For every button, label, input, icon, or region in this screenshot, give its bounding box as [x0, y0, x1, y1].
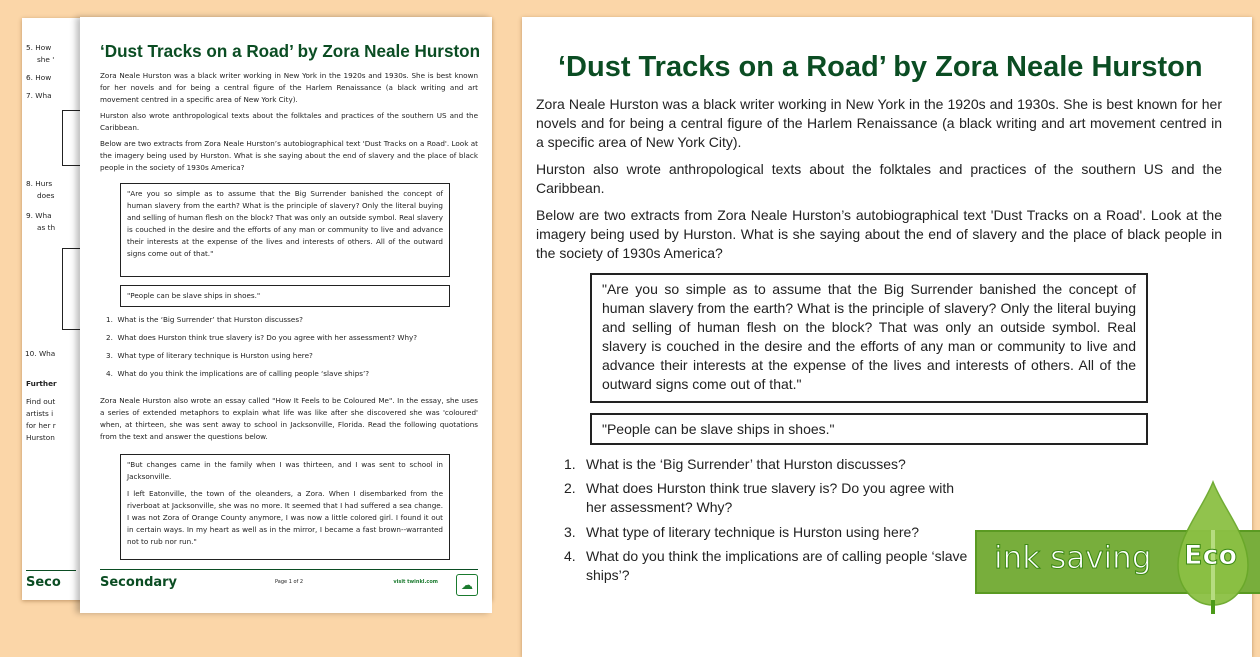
thumb-question-2: 2. What does Hurston think true slavery is? Do you agree with her assessment? Why?	[106, 333, 418, 342]
back-question-6: 6. How	[26, 73, 52, 82]
back-question-5: 5. How she '	[26, 43, 55, 64]
page-title: ‘Dust Tracks on a Road’ by Zora Neale Hurston	[558, 51, 1203, 83]
back-question-7: 7. Wha	[26, 91, 52, 100]
intro-paragraph-1: Zora Neale Hurston was a black writer working in New York in the 1920s and 1930s. She is best known for her novels and for being a central figure of the Harlem Renaissance (a black writing and art movement centred in a specific area of New York City).	[536, 96, 1222, 150]
back-question-10: 10. Wha	[25, 349, 56, 358]
question-3: 3. What type of literary technique is Hurston using here?	[564, 524, 920, 540]
footer-level: Secondary	[100, 575, 178, 590]
question-1: 1. What is the ‘Big Surrender’ that Hurston discusses?	[564, 456, 906, 472]
thumb-intro-3: Below are two extracts from Zora Neale Hurston’s autobiographical text 'Dust Tracks on a Road'. Look at the imagery being used by Hurston. What is she saying about the end of slavery and the place of black people in the society of 1930s America?	[100, 139, 478, 172]
back-footer-rule	[26, 570, 76, 571]
eco-leaf-icon	[1172, 480, 1254, 615]
thumb-intro-2: Hurston also wrote anthropological texts about the folktales and practices of the southern US and the Caribbean.	[100, 111, 478, 132]
back-answer-box	[62, 248, 82, 330]
quote-box-1: "Are you so simple as to assume that the Big Surrender banished the concept of human slavery from the earth? What is the principle of slavery? Only the literal buying and selling of human flesh on the block? That was only an outside symbol. Real slavery is couched in the desire and the efforts of any man or community to live and advance their interests at the expense of the lives and interests of others. All of the outward signs come out of that."	[590, 273, 1148, 403]
back-further-heading: Further	[26, 379, 57, 388]
thumb-quote-3: "But changes came in the family when I was thirteen, and I was sent to school in Jacksonville. I left Eatonville, the town of the oleanders, a Zora. When I disembarked from the riverboat at Jacksonville, she was no more. It seemed that I had suffered a sea change. I was not Zora of Orange County anymore, I was now a little colored girl. I found it out in certain ways. In my heart as well as in the mirror, I became a fast brown--warranted not to rub nor run."	[120, 454, 450, 560]
thumb-footer	[100, 569, 478, 592]
page-title-wrap	[558, 51, 1203, 84]
back-answer-box	[62, 110, 82, 166]
ink-saving-label: ink saving	[994, 540, 1152, 576]
question-2: 2. What does Hurston think true slavery is? Do you agree with her assessment? Why?	[564, 480, 955, 515]
footer-url: visit twinkl.com	[393, 579, 438, 585]
quote-box-2: "People can be slave ships in shoes."	[590, 413, 1148, 445]
back-further-text: Find out artists i for her r Hurston	[26, 397, 56, 442]
question-4: 4. What do you think the implications are of calling people ‘slave ships’?	[564, 548, 968, 583]
back-footer-level: Seco	[26, 575, 61, 590]
thumb-intro-1: Zora Neale Hurston was a black writer working in New York in the 1920s and 1930s. She is best known for her novels and for being a central figure of the Harlem Renaissance (a black writing and art movement centred in a specific area of New York City).	[100, 71, 478, 104]
thumb-question-1: 1. What is the ‘Big Surrender’ that Hurston discusses?	[106, 315, 303, 324]
intro-paragraph-2: Hurston also wrote anthropological texts about the folktales and practices of the southern US and the Caribbean.	[536, 161, 1222, 196]
front-page-thumbnail	[80, 17, 492, 613]
twinkl-logo-icon: ☁	[456, 574, 478, 596]
thumb-question-4: 4. What do you think the implications are of calling people ‘slave ships’?	[106, 369, 370, 378]
thumb-question-3: 3. What type of literary technique is Hurston using here?	[106, 351, 313, 360]
intro-paragraph-3: Below are two extracts from Zora Neale Hurston’s autobiographical text 'Dust Tracks on a Road'. Look at the imagery being used by Hurston. What is she saying about the end of slavery and the place of black people in the society of 1930s America?	[536, 207, 1222, 261]
back-question-8: 8. Hurs does	[26, 179, 55, 200]
eco-label: Eco	[1184, 540, 1237, 571]
thumb-quote-1: "Are you so simple as to assume that the Big Surrender banished the concept of human slavery from the earth? What is the principle of slavery? Only the literal buying and selling of human flesh on the block? That was only an outside symbol. Real slavery is couched in the desire and the efforts of any man or community to live and advance their interests at the expense of the lives and interests of others. All of the outward signs come out of that."	[120, 183, 450, 277]
thumb-essay-paragraph: Zora Neale Hurston also wrote an essay called "How It Feels to be Coloured Me". In the essay, she uses a series of extended metaphors to explain what life was like after she discovered she was 'coloured' when, at thirteen, she was sent away to school in Jacksonville, Florida. Read the following quotations from the text and answer the questions below.	[100, 396, 478, 441]
thumb-quote-2: "People can be slave ships in shoes."	[120, 285, 450, 307]
back-question-9: 9. Wha as th	[26, 211, 56, 232]
thumb-title-wrap	[100, 41, 489, 62]
footer-page-number: Page 1 of 2	[275, 579, 304, 585]
thumb-title: ‘Dust Tracks on a Road’ by Zora Neale Hurston	[100, 41, 481, 61]
